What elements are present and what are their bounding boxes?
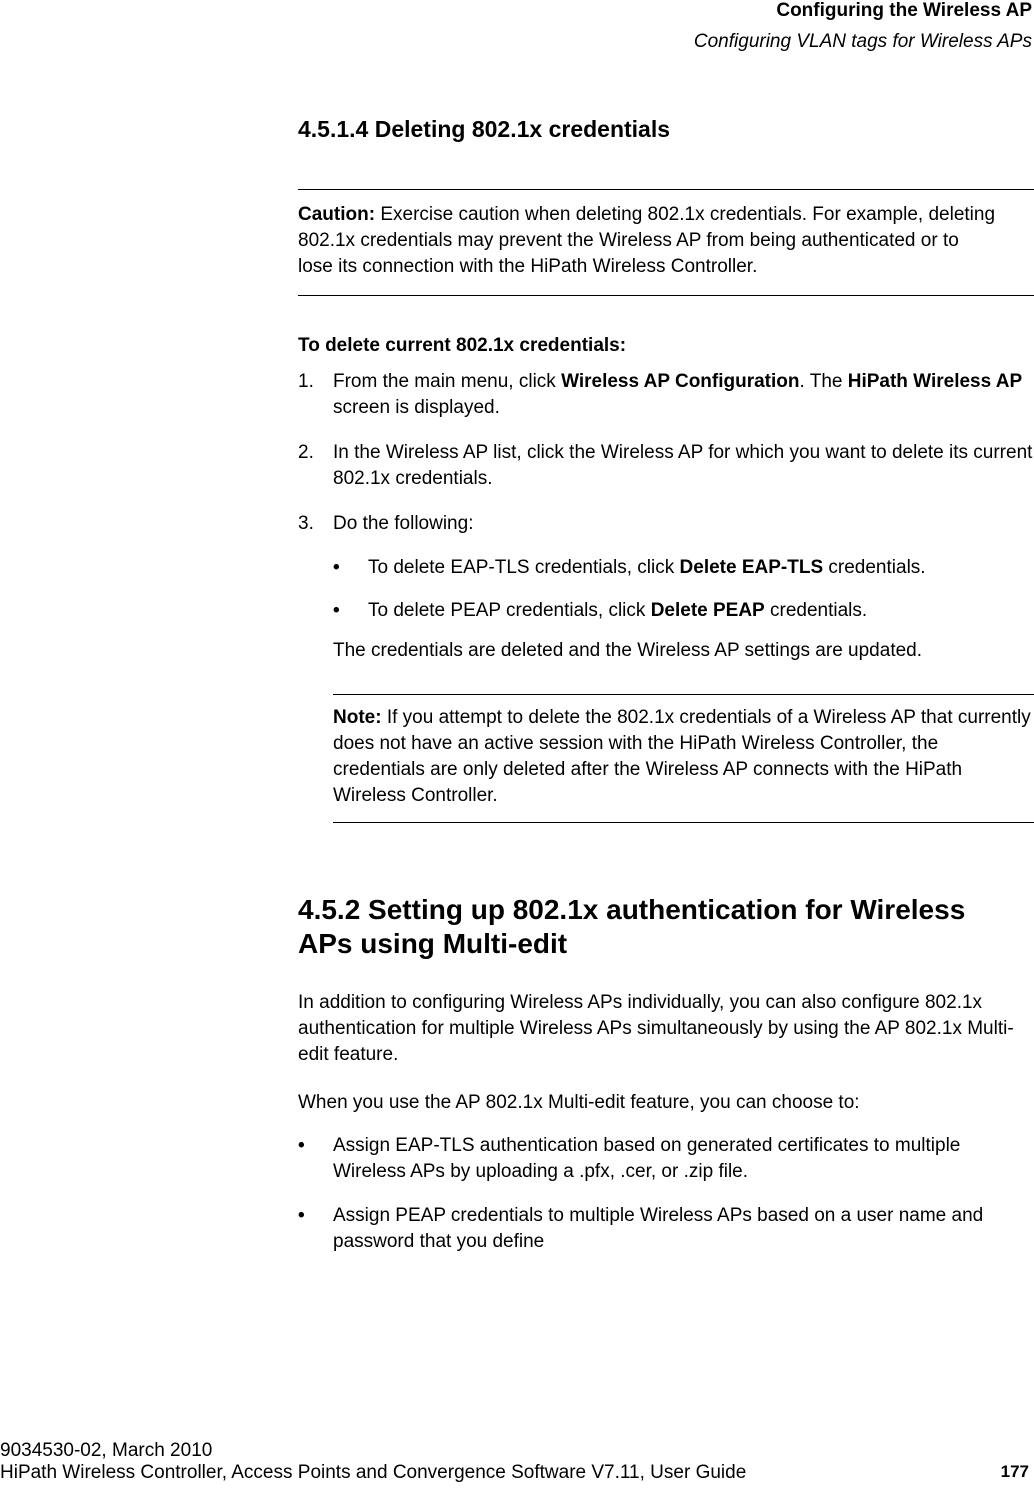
sub-bullet-text-part: To delete EAP-TLS credentials, click [368, 557, 680, 578]
sub-bullet-text [368, 555, 1028, 581]
caution-text: Exercise caution when deleting 802.1x credentials. For example, deleting 802.1x credentials may prevent the Wireless AP from being authenticated or to lose its connection with the HiPath Wireless Controller. [298, 204, 996, 277]
step-text-part: . The [799, 371, 848, 392]
bullet-text: Assign PEAP credentials to multiple Wireless APs based on a user name and password that you define [333, 1205, 984, 1252]
lead-paragraph: When you use the AP 802.1x Multi-edit feature, you can choose to: [298, 1092, 860, 1113]
sub-bullet-text-part: To delete PEAP credentials, click [368, 600, 651, 621]
note-label: Note: [333, 707, 382, 728]
running-header-section: Configuring VLAN tags for Wireless APs [693, 31, 1032, 52]
step-number: 2. [298, 442, 314, 463]
sub-bullet-text-part: credentials. [764, 600, 868, 621]
caution-top-rule [298, 189, 1034, 190]
bullet-icon: • [333, 600, 340, 621]
caution-paragraph [298, 202, 998, 280]
note-bottom-rule [333, 822, 1034, 823]
ui-reference-wireless-ap-configuration: Wireless AP Configuration [561, 371, 800, 392]
section-heading-4-5-2: 4.5.2 Setting up 802.1x authentication for Wireless APs using Multi-edit [298, 894, 966, 959]
note-paragraph [333, 705, 1033, 809]
step-number: 1. [298, 371, 314, 392]
ui-reference-delete-peap: Delete PEAP [650, 600, 765, 621]
running-header-chapter: Configuring the Wireless AP [776, 0, 1032, 21]
caution-label: Caution: [298, 204, 376, 225]
step-number: 3. [298, 513, 314, 534]
step-text-part: screen is displayed. [333, 397, 500, 418]
bullet-icon: • [298, 1205, 305, 1226]
bullet-icon: • [333, 557, 340, 578]
bullet-text: Assign EAP-TLS authentication based on generated certificates to multiple Wireless APs by uploading a .pfx, .cer, or .zip file. [333, 1135, 961, 1182]
caution-bottom-rule [298, 295, 1034, 296]
step-text [333, 369, 1023, 421]
result-text: The credentials are deleted and the Wireless AP settings are updated. [333, 640, 923, 661]
note-top-rule [333, 694, 1034, 695]
note-text: If you attempt to delete the 802.1x credentials of a Wireless AP that currently does not have an active session with the HiPath Wireless Controller, the credentials are only deleted after the Wireless AP connects with the HiPath Wireless Controller. [333, 707, 1031, 806]
procedure-title: To delete current 802.1x credentials: [298, 335, 627, 356]
step-text: In the Wireless AP list, click the Wireless AP for which you want to delete its current 802.1x credentials. [333, 442, 1033, 489]
bullet-icon: • [298, 1135, 305, 1156]
footer-doc-id: 9034530-02, March 2010 [0, 1440, 213, 1461]
sub-bullet-text [368, 598, 1028, 624]
footer-doc-title: HiPath Wireless Controller, Access Points and Convergence Software V7.11, User Guide [0, 1462, 747, 1483]
intro-paragraph: In addition to configuring Wireless APs individually, you can also configure 802.1x authentication for multiple Wireless APs simultaneously by using the AP 802.1x Multi-edit feature. [298, 992, 1014, 1065]
sub-bullet-text-part: credentials. [823, 557, 926, 578]
ui-reference-delete-eap-tls: Delete EAP-TLS [679, 557, 824, 578]
section-heading-4-5-1-4: 4.5.1.4 Deleting 802.1x credentials [298, 116, 671, 142]
page-number: 177 [1000, 1462, 1029, 1481]
step-text-part: From the main menu, click [333, 371, 562, 392]
ui-reference-hipath-wireless-ap: HiPath Wireless AP [847, 371, 1023, 392]
step-text: Do the following: [333, 513, 474, 534]
